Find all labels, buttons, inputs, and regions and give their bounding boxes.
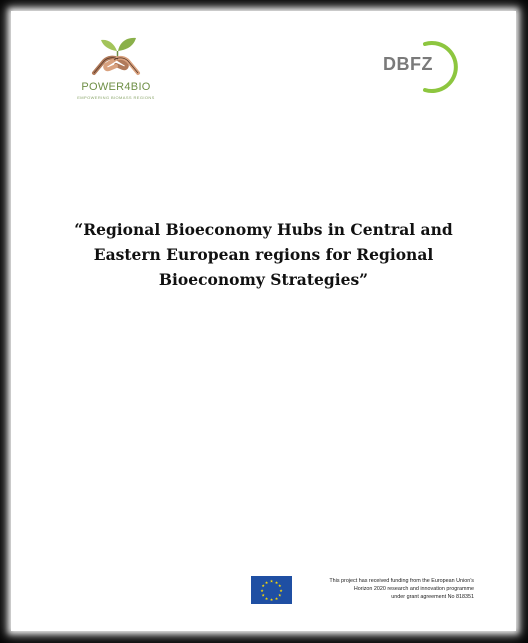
document-title-line: Bioeconomy Strategies” xyxy=(158,270,369,289)
power4bio-logo-tagline: EMPOWERING BIOMASS REGIONS xyxy=(77,95,155,100)
eu-flag xyxy=(251,576,292,604)
power4bio-logo-name: POWER4BIO xyxy=(81,81,151,93)
svg-text:★: ★ xyxy=(261,583,265,589)
svg-text:★: ★ xyxy=(264,579,269,585)
funding-line: This project has received funding from the European Union’s xyxy=(329,578,474,584)
document-title xyxy=(51,217,476,292)
eu-stars-icon xyxy=(251,576,292,604)
svg-text:★: ★ xyxy=(274,579,279,585)
document-title-line: “Regional Bioeconomy Hubs in Central and xyxy=(74,220,453,239)
svg-text:★: ★ xyxy=(269,578,274,584)
svg-text:★: ★ xyxy=(260,587,264,593)
svg-text:★: ★ xyxy=(269,597,274,603)
svg-text:★: ★ xyxy=(274,595,279,601)
svg-text:★: ★ xyxy=(261,592,265,598)
svg-text:★: ★ xyxy=(279,587,283,593)
svg-text:★: ★ xyxy=(278,583,282,589)
document-title-line: Eastern European regions for Regional xyxy=(93,245,434,264)
dbfz-logo xyxy=(373,39,463,95)
svg-text:★: ★ xyxy=(278,592,282,598)
handshake-sprout-icon xyxy=(90,33,142,81)
svg-text:★: ★ xyxy=(264,595,269,601)
document-cover-page xyxy=(11,11,516,631)
funding-line: Horizon 2020 research and innovation programme xyxy=(353,586,474,592)
dbfz-logo-name: DBFZ xyxy=(383,54,433,74)
power4bio-logo xyxy=(73,33,159,105)
funding-line: under grant agreement No 818351 xyxy=(391,594,474,600)
funding-acknowledgement xyxy=(296,577,474,601)
